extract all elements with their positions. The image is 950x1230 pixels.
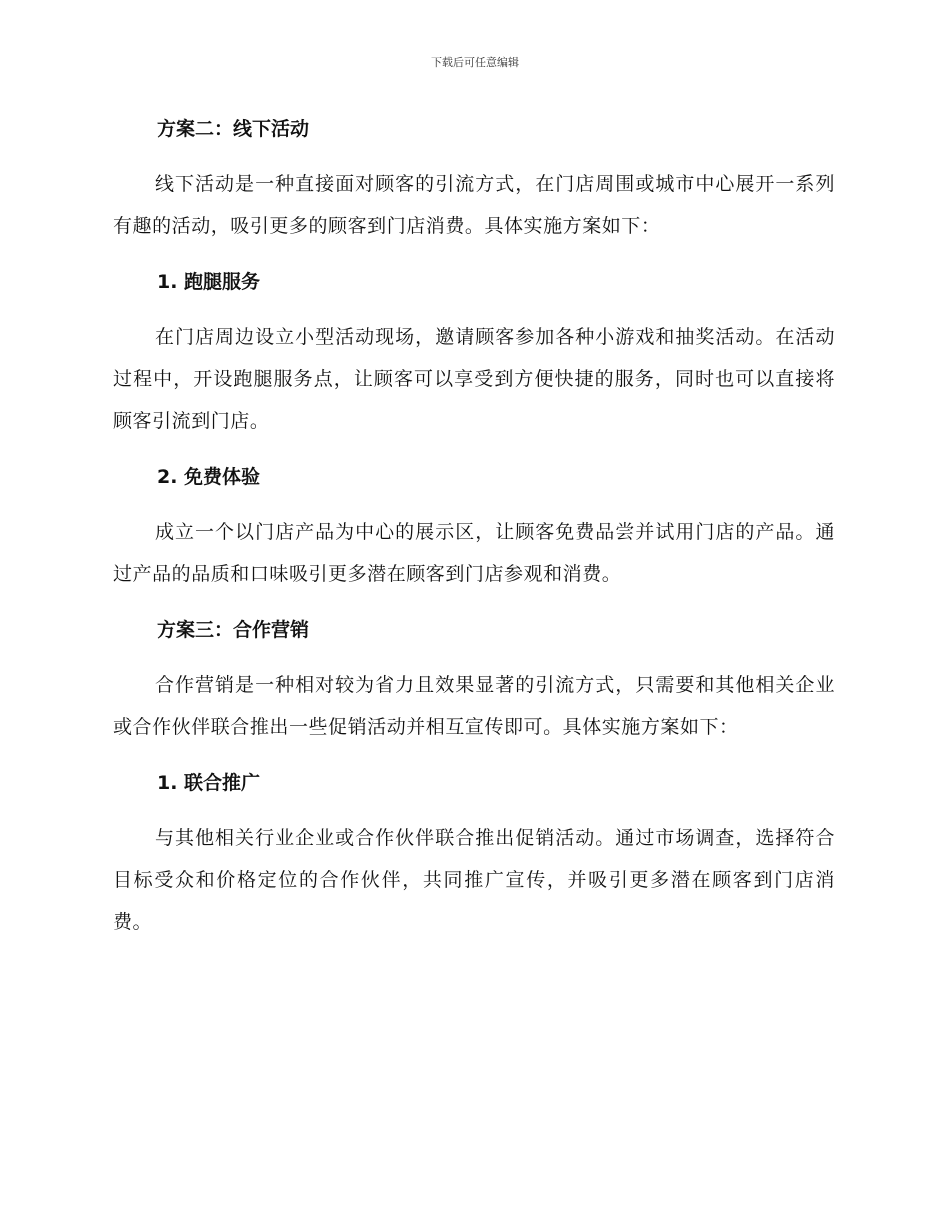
plan2-item2-body: 成立一个以门店产品为中心的展示区，让顾客免费品尝并试用门店的产品。通过产品的品质和口味吸引更多潜在顾客到门店参观和消费。 (113, 521, 835, 585)
plan2-item1-title: 1. 跑腿服务 (157, 271, 261, 293)
plan3-item1-body: 与其他相关行业企业或合作伙伴联合推出促销活动。通过市场调查，选择符合目标受众和价格定位的合作伙伴，共同推广宣传，并吸引更多潜在顾客到门店消费。 (113, 827, 835, 933)
document-body (113, 114, 835, 943)
plan2-item1-body: 在门店周边设立小型活动现场，邀请顾客参加各种小游戏和抽奖活动。在活动过程中，开设跑腿服务点，让顾客可以享受到方便快捷的服务，同时也可以直接将顾客引流到门店。 (113, 326, 835, 432)
plan3-title: 方案三：合作营销 (157, 619, 310, 641)
plan3-intro: 合作营销是一种相对较为省力且效果显著的引流方式，只需要和其他相关企业或合作伙伴联合推出一些促销活动并相互宣传即可。具体实施方案如下： (113, 674, 835, 738)
plan2-item2-title: 2. 免费体验 (157, 466, 261, 488)
plan3-item1-title: 1. 联合推广 (157, 772, 261, 794)
page-header: 下载后可任意编辑 (431, 56, 519, 69)
plan2-title: 方案二：线下活动 (157, 118, 310, 140)
plan2-intro: 线下活动是一种直接面对顾客的引流方式，在门店周围或城市中心展开一系列有趣的活动，吸引更多的顾客到门店消费。具体实施方案如下： (113, 173, 835, 237)
